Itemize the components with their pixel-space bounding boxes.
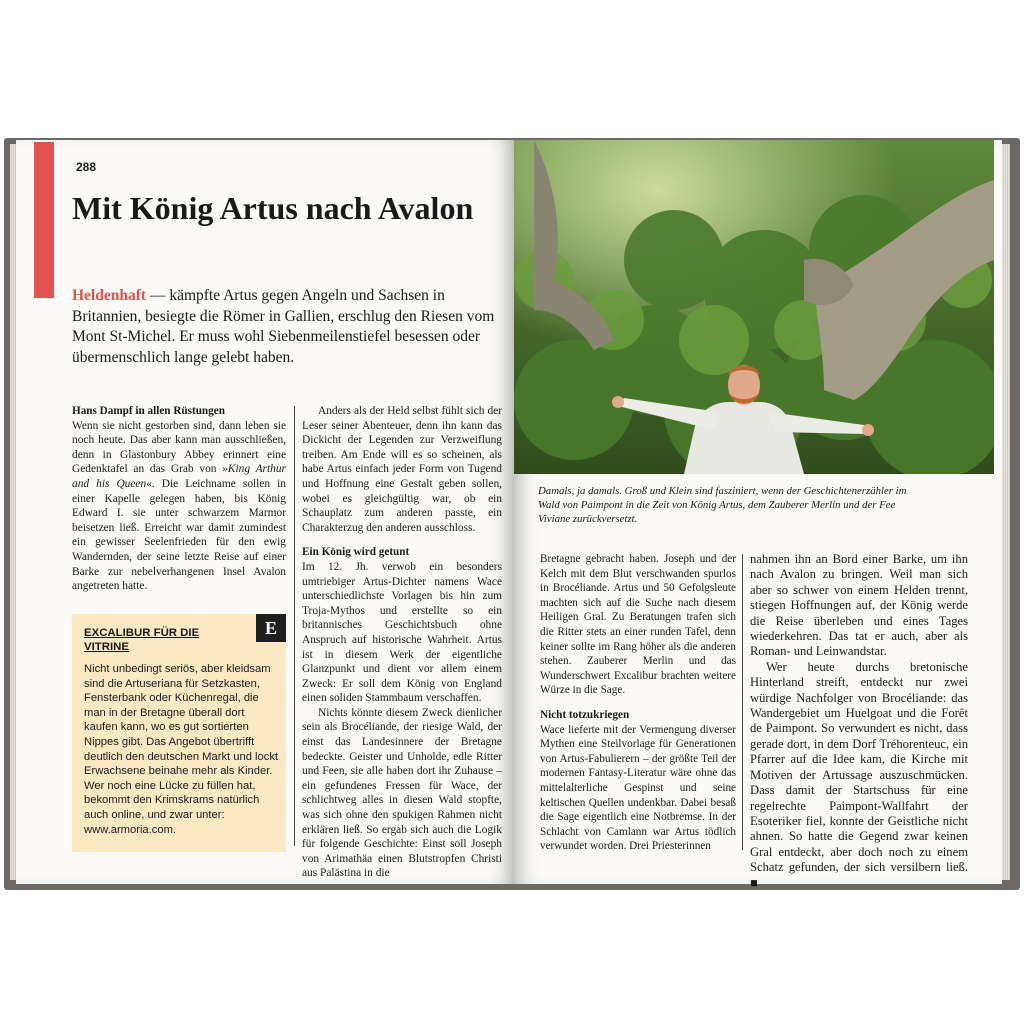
text-column-1 (72, 404, 286, 594)
text-column-4 (732, 552, 968, 891)
body-paragraph: Im 12. Jh. verwob ein besonders umtriebiger Artus-Dichter namens Wace unterschiedlichste Vorlagen bis hin zum Troja-Mythos und erstellte so ein britannisches Geschichtsbuch ohne Anspruch auf historische Wahrheit. Artus ist in diesem Werk der eigentliche Glanzpunkt und dient vor allem einem Zweck: Er soll dem König von England einen soliden Stammbaum verschaffen. (302, 560, 502, 705)
section-heading: Ein König wird getunt (302, 546, 410, 559)
lead-keyword: Heldenhaft (72, 287, 147, 304)
body-paragraph: Anders als der Held selbst fühlt sich der Leser seiner Abenteuer, denn ihn kann das Dickicht der Legenden zur Verzweiflung treiben. Am Ende will es so scheinen, als habe Artus einfach jeder Form von Tugend und Hoffnung eine Gestalt geben sollen, wobei es gleichgültig war, ob ein Schauplatz zum anderen passte, ein Charakterzug den anderen ausschloss. (302, 405, 502, 534)
section-heading: Nicht totzukriegen (540, 708, 630, 721)
book-title: King Arthur and his Queen (72, 463, 286, 490)
lead-paragraph (72, 286, 502, 368)
body-paragraph: Wace lieferte mit der Vermengung diverser Mythen eine Steilvorlage für Generationen von Artus-Fabulierern – der größte Teil der modernen Fantasy-Literatur wäre ohne das mittelalterliche Gespinst und seine keltischen Quellen undenkbar. Dabei besaß die Sage eigentlich eine Notbremse. In der Schlacht von Camlann war Artus tödlich verwundet worden. Drei Priesterinnen (540, 723, 736, 853)
body-paragraph (72, 419, 286, 594)
open-book (4, 138, 1020, 890)
text-column-2 (302, 404, 502, 881)
body-paragraph: nahmen ihn an Bord einer Barke, um ihn nach Avalon zu bringen. Weil man sich aber so schwer von einem Helden trennt, stiegen Hoffnungen auf, der König werde die Reise überleben und eines Tages wiederkehren. Das tat er auch, aber als Roman- und Leinwandstar. (750, 552, 968, 659)
photo-caption: Damals, ja damals. Groß und Klein sind fasziniert, wenn der Geschichtenerzähler im Wald von Paimpont in die Zeit von König Artus, dem Zauberer Merlin und der Fee Viviane zurückversetzt. (538, 485, 907, 525)
text-column-3 (540, 552, 736, 854)
left-page (16, 140, 514, 884)
body-text: Wenn sie nicht gestorben sind, dann leben sie noch heute. Das aber kann man ausschließen, denn in Glastonbury Abbey erinnert eine Gedenktafel an das Grab von » (72, 419, 286, 476)
column-divider (294, 406, 295, 846)
page-title: Mit König Artus nach Avalon (72, 190, 474, 226)
accent-bar (34, 142, 54, 298)
info-box (72, 614, 286, 852)
info-box-badge: E (256, 614, 286, 642)
forest-photo (514, 140, 994, 474)
right-page (514, 140, 1002, 890)
body-paragraph: Nichts könnte diesem Zweck dienlicher sein als Brocéliande, der riesige Wald, der einst das Landesinnere der Bretagne bedeckte. Geister und Unholde, edle Ritter und Feen, sie alle haben dort ihr Zuhause – ein gefundenes Fressen für Wace, der schlichtweg alles in diesen Wald stopfte, was sich ohne den spukigen Rahmen nicht erklären ließ. So ergab sich auch die Logik für folgende Geschichte: Einst soll Joseph von Arimathäa einen Blutstropfen Christi aus Palästina in die (302, 706, 502, 880)
info-box-text: Nicht unbedingt seriös, aber kleidsam sind die Artuseriana für Setzkasten, Fensterbank oder Küchenregal, die man in der Bretagne überall dort kaufen kann, wo es gut sortierten Nippes gibt. Das Angebot übertrifft deutlich den deutschen Markt und lockt Erwachsene beinahe mehr als Kinder. Wer noch eine Lücke zu füllen hat, bekommt den Krimskrams natürlich auch online, und zwar unter: www.armoria.com. (84, 663, 279, 836)
body-paragraph: Bretagne gebracht haben. Joseph und der Kelch mit dem Blut verschwanden spurlos in Brocéliande. Artus und 50 Gefolgsleute machten sich auf die Suche nach diesem Heiligen Gral. Zu Beratungen trafen sich die Ritter stets an einer runden Tafel, denn keiner sollte im Rang höher als die anderen stehen. Zauberer Merlin und das Wunderschwert Excalibur brachten weitere Würze in die Sage. (540, 553, 736, 697)
storyteller-forest-image (514, 140, 994, 474)
page-number: 288 (76, 160, 97, 174)
body-paragraph: Wer heute durchs bretonische Hinterland streift, entdeckt nur zwei würdige Nachfolger von Brocéliande: das Wandergebiet um Huelgoat und die Forêt de Paimpont. So verwundert es nicht, dass gerade dort, in dem Dorf Tréhorenteuc, ein Pfarrer auf die Idee kam, die Kirche mit Motiven der Artussage auszuschmücken. Dass damit der Startschuss für eine regelrechte Paimpont-Wallfahrt der Esoteriker fiel, konnte der Geistliche nicht ahnen. So hatte die Gegend zwar keinen Gral entdeckt, aber doch noch zu einem Schatz gefunden, der sich versilbern ließ. ■ (750, 659, 968, 890)
info-box-title: EXCALIBUR FÜR DIE VITRINE (84, 627, 200, 653)
lead-text: — kämpfte Artus gegen Angeln und Sachsen in Britannien, besiegte die Römer in Gallien, erschlug den Riesen vom Mont St-Michel. Er muss wohl Siebenmeilenstiefel besessen oder übermenschlich lange gelebt haben. (72, 287, 495, 366)
section-heading: Hans Dampf in allen Rüstungen (72, 405, 225, 417)
body-text: «. Die Leichname sollen in einer Kapelle gelegen haben, bis König Edward I. sie unter schwarzem Marmor beisetzen ließ. Erreicht war damit zumindest ein gewisser Seelenfrieden für den ewig Wandernden, der seine letzte Reise auf einer Barke zur nebelverhangenen Insel Avalon angetreten hatte. (72, 477, 286, 593)
